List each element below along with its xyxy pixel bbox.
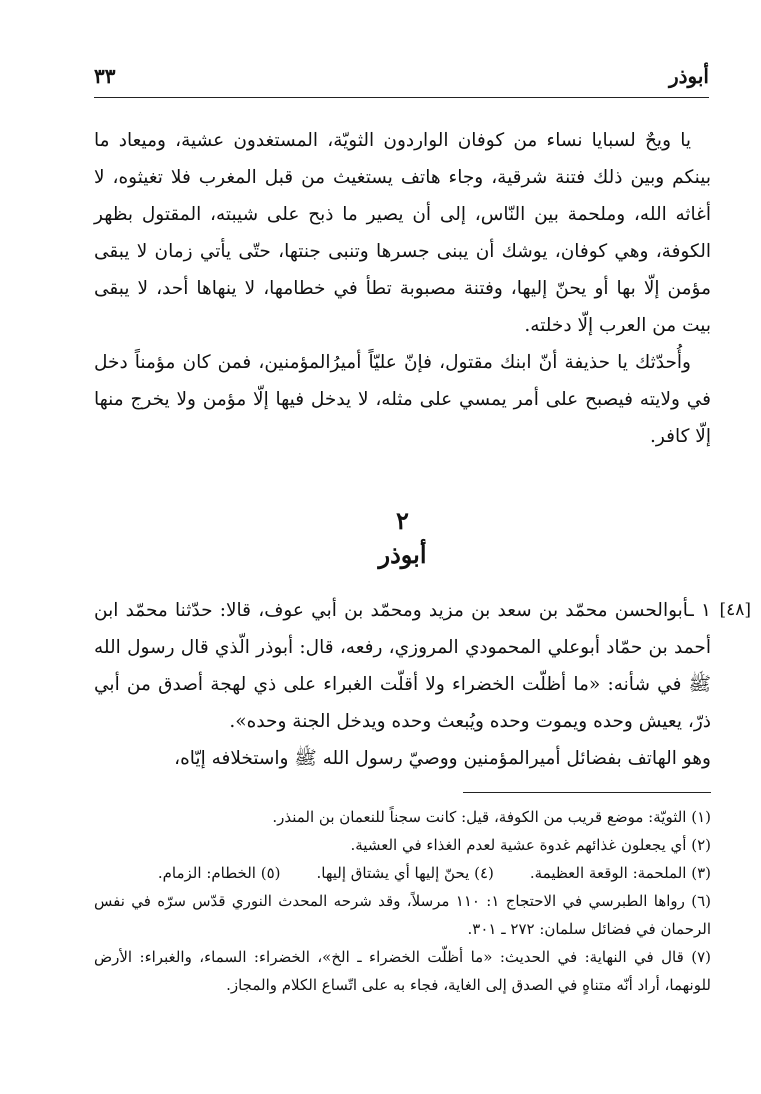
hadith-continuation: وهو الهاتف بفضائل أميرالمؤمنين ووصيّ رسول الله ﷺ واستخلافه إيّاه، — [174, 748, 711, 769]
section-number: ٢ — [396, 506, 409, 535]
footnotes — [94, 803, 711, 999]
footnote: (٥) الخطام: الزمام. — [157, 864, 281, 882]
section-title: أبوذر — [378, 540, 427, 569]
hadith-reference: [٤٨] — [719, 600, 751, 620]
footnote: (٣) الملحمة: الوقعة العظيمة. — [529, 864, 711, 882]
running-header — [94, 58, 709, 98]
paragraph: يا ويحٌ لسبايا نساء من كوفان الواردون الثويّة، المستغدون عشية، وميعاد ما بينكم وبين ذلك فتنة شرقية، وجاء هاتف يستغيث من قبل المغرب فلا تغيثوه، لا أغاثه الله، وملحمة بين النّاس، إلى أن يصير ما ذبح على شيبته، المقتول بظهر الكوفة، وهي كوفان، يوشك أن يبنى جسرها وتنبى جنتها، حتّى يأتي زمان لا يبقى مؤمن إلّا بها أو يحنّ إليها، وفتنة مصبوبة تطأ في خطامها، لا ينهاها أحد، لا يبقى بيت من العرب إلّا دخلته. — [94, 130, 711, 336]
hadith-entry — [94, 592, 751, 777]
footnote: (٧) قال في النهاية: في الحديث: «ما أظلّت الخضراء ـ الخ»، الخضراء: السماء، والغبراء: الأرض للونهما، أراد أنّه متناهٍ في الصدق إلى الغاية، فجاء به على اتّساع الكلام والمجاز. — [94, 948, 711, 994]
hadith-number: ١ ـ — [688, 600, 711, 621]
footnote-rule — [463, 792, 711, 793]
main-text — [94, 122, 711, 455]
footnote: (٤) يحنّ إليها أي يشتاق إليها. — [316, 864, 494, 882]
page-number: ٣٣ — [94, 64, 116, 88]
footnote-row — [94, 859, 711, 887]
paragraph: وأُحدّثك يا حذيفة أنّ ابنك مقتول، فإنّ عليّاً أميرُالمؤمنين، فمن كان مؤمناً دخل في ولايته فيصبح على أمر يمسي على مثله، لا يدخل فيها إلّا مؤمن ولا يخرج منها إلّا كافر. — [94, 352, 711, 447]
running-title: أبوذر — [668, 64, 709, 88]
header-rule — [94, 97, 709, 98]
footnote: (٢) أي يجعلون غذائهم غدوة عشية لعدم الغذاء في العشية. — [350, 836, 711, 854]
hadith-text — [94, 592, 711, 740]
footnote: (١) الثويّة: موضع قريب من الكوفة، قيل: كانت سجناً للنعمان بن المنذر. — [272, 808, 711, 826]
hadith-body: أبوالحسن محمّد بن سعد بن مزيد ومحمّد بن أبي عوف، قالا: حدّثنا محمّد ابن أحمد بن حمّاد أبوعلي المحمودي المروزي، رفعه، قال: أبوذر الّذي قال رسول الله ﷺ في شأنه: «ما أظلّت الخضراء ولا أقلّت الغبراء على ذي لهجة أصدق من أبي ذرّ، يعيش وحده ويموت وحده ويُبعث وحده ويدخل الجنة وحده». — [94, 600, 711, 732]
footnote: (٦) رواها الطبرسي في الاحتجاج ١: ١١٠ مرسلاً، وقد شرحه المحدث النوري قدّس سرّه في نفس الرحمان في فضائل سلمان: ٢٧٢ ـ ٣٠١. — [94, 892, 712, 938]
